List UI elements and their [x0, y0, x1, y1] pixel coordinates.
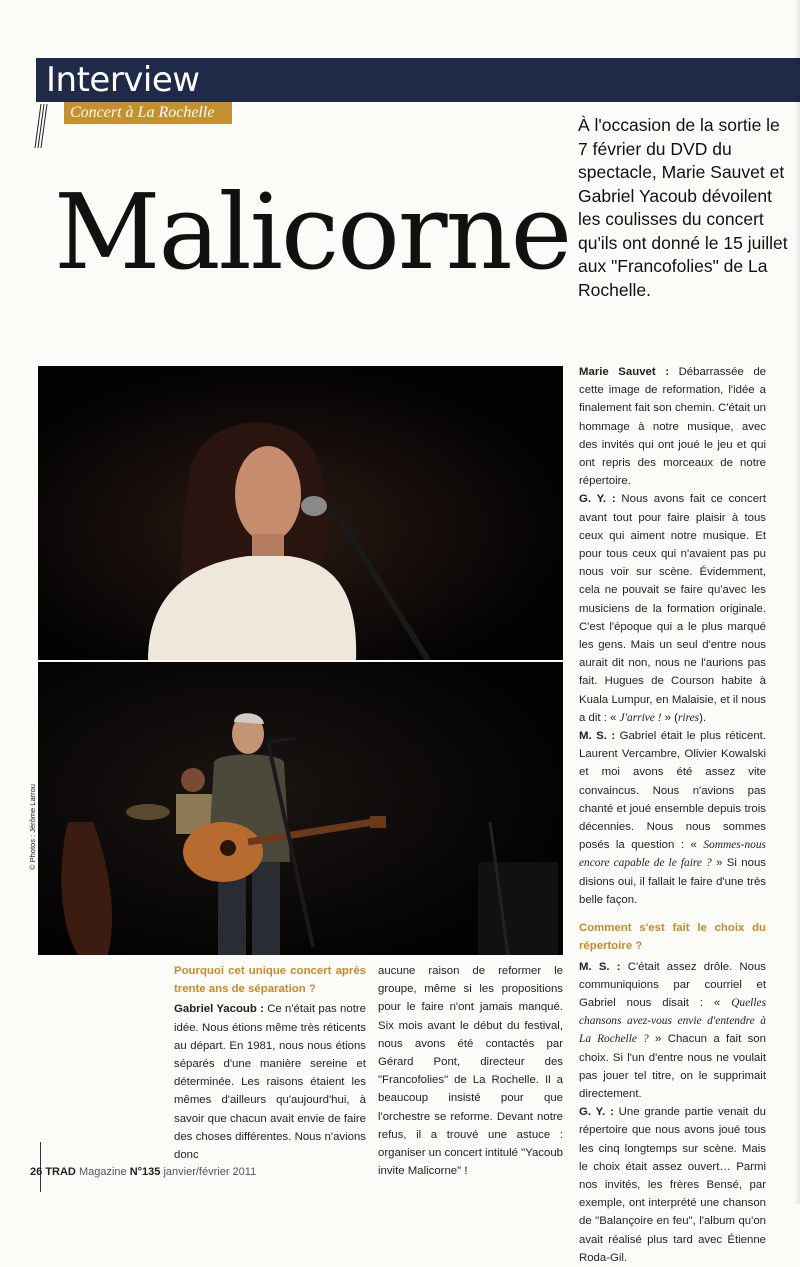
speaker: M. S. : — [579, 730, 616, 743]
question-heading: Pourquoi cet unique concert après trente ans de séparation ? — [174, 965, 366, 996]
speaker: Gabriel Yacoub : — [174, 1003, 264, 1016]
question-heading: Comment s'est fait le choix du répertoire ? — [579, 922, 766, 953]
paragraph: Marie Sauvet : Débarrassée de cette image de reformation, l'idée a finalement fait son chemin. C'était un hommage à notre musique, avec des invités qui ont joué le jeu et qui ont repris des morceaux de notre répertoire. — [579, 366, 767, 488]
paragraph: G. Y. : Une grande partie venait du répertoire que nous avons joué tous les cinq longtemps sur scène. Mais le choix était assez ouvert… Parmi nos invités, les frères Bensé, par exemple, ont interprété une chanson de "Balançoire en feu", l'album qu'on avait réalisé plus tard avec Étienne Roda-Gil. — [579, 1106, 766, 1264]
photo-singer — [38, 366, 563, 660]
paragraph: G. Y. : Nous avons fait ce concert avant tout pour faire plaisir à tous ceux qui aiment notre musique. Et pour tous ceux qui n'avaient pas pu nous voir sur scène. Évidemment, cela ne pouvait se faire qu'avec les musiciens de la formation originale. C'est l'époque qui a le plus marqué les gens. Mais un seul d'entre nous aurait dit non, nous ne l'aurions pas fait. Hugues de Courson habite à Kuala Lumpur, en Malaisie, et il nous a dit : « J'arrive ! » (rires). — [579, 493, 766, 724]
speaker: G. Y. : — [579, 1106, 614, 1119]
speaker: M. S. : — [579, 960, 621, 973]
photo-credit: © Photos : Jérôme Larrou — [28, 784, 37, 870]
article-intro: À l'occasion de la sortie le 7 février du DVD du spectacle, Marie Sauvet et Gabriel Yacoub dévoilent les coulisses du concert qu'ils ont donné le 15 juillet aux "Francofolies" de La Rochelle. — [578, 115, 788, 300]
magazine-name-light: Magazine — [78, 1166, 127, 1178]
page-number: 26 — [30, 1166, 43, 1178]
speaker: G. Y. : — [579, 493, 616, 506]
page-footer — [30, 1166, 256, 1178]
issue-date: janvier/février 2011 — [163, 1166, 257, 1178]
column-b — [378, 962, 563, 1180]
photo-guitarist — [38, 662, 563, 955]
paragraph: M. S. : Gabriel était le plus réticent. Laurent Vercambre, Olivier Kowalski et moi avons été assez vite convaincus. Nous n'avions pas chanté et joué ensemble depuis trois décennies. Nous nous sommes posés la question : « Sommes-nous encore capable de le faire ? » Si nous disions oui, il fallait le faire d'une très belle façon. — [579, 730, 766, 906]
page-fold-shadow — [794, 0, 800, 1204]
paragraph: aucune raison de reformer le groupe, même si les propositions pour le faire n'ont jamais manqué. Six mois avant le début du festival, nous avons été contactés par Gérard Pont, directeur des "Francofolies" de La Rochelle. Il a beaucoup insisté pour que l'orchestre se reforme. Devant notre refus, il a trouvé une astuce : organiser un concert intitulé "Yacoub invite Malicorne" ! — [378, 965, 563, 1178]
paragraph: M. S. : C'était assez drôle. Nous communiquions par courriel et Gabriel nous disait : « Quelles chansons avez-vous envie d'entendre à La Rochelle ? » Chacun a fait son choix. Si l'un d'entre nous ne voulait pas jouer tel titre, on le supprimait directement. — [579, 960, 766, 1100]
column-c — [579, 363, 766, 1267]
section-label: Interview — [46, 60, 200, 100]
paragraph: Gabriel Yacoub : Ce n'était pas notre idée. Nous étions même très réticents au départ. En 1981, nous nous étions séparés d'une manière sereine et déterminée. Les raisons étaient les mêmes d'ailleurs qu'aujourd'hui, à savoir que chacun avait envie de faire des choses différentes. Nous n'avions donc — [174, 1003, 366, 1162]
column-a — [174, 962, 366, 1164]
article-title: Malicorne — [54, 171, 571, 293]
subsection-tab: Concert à La Rochelle — [64, 102, 232, 124]
magazine-name: TRAD — [45, 1166, 76, 1178]
speaker: Marie Sauvet : — [579, 366, 670, 378]
issue-number: N°135 — [129, 1166, 161, 1178]
